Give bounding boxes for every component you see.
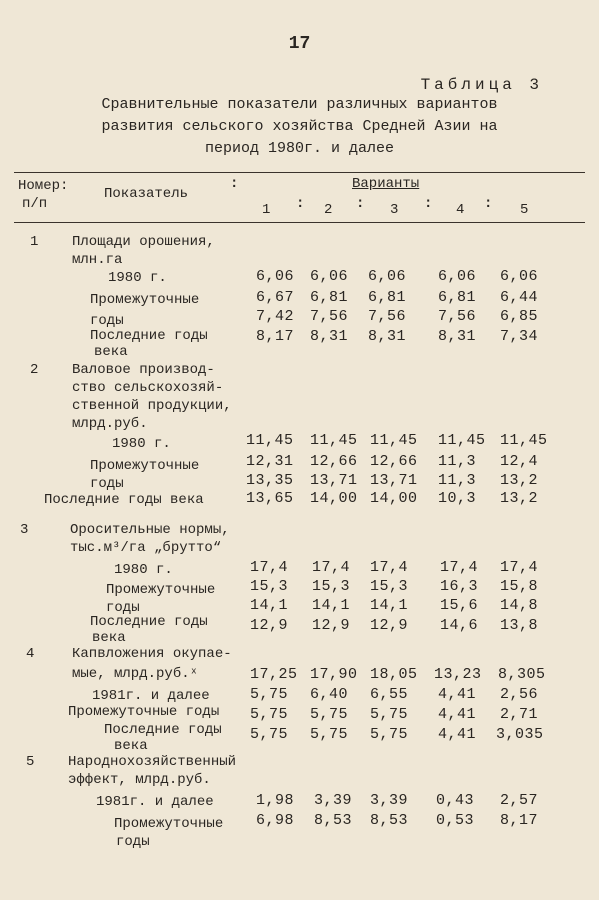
value-v1: 5,75 [250,706,289,723]
header-variant-separator: : [484,196,493,212]
page-number: 17 [288,34,311,54]
value-v5: 8,17 [500,812,539,829]
header-top-rule [14,172,585,173]
value-v2: 12,66 [310,453,358,470]
value-v4: 0,53 [436,812,475,829]
value-v5: 3,035 [496,726,544,743]
row-label: годы [90,313,124,329]
row-label: века [114,738,148,754]
value-v5: 6,85 [500,308,539,325]
value-v4: 8,31 [438,328,477,345]
value-v4: 14,6 [440,617,479,634]
value-v1: 13,35 [246,472,294,489]
value-v2: 14,00 [310,490,358,507]
value-v5: 2,56 [500,686,539,703]
value-v2: 12,9 [312,617,351,634]
value-v1: 17,25 [250,666,298,683]
value-v3: 6,81 [368,289,407,306]
value-v3: 12,66 [370,453,418,470]
value-v5: 7,34 [500,328,539,345]
row-label: 1980 г. [114,562,173,578]
header-variant-4: 4 [456,202,465,218]
section-title: мые, млрд.руб.ˣ [72,666,199,682]
row-label: Промежуточные [106,582,216,598]
value-v5: 2,71 [500,706,539,723]
header-variant-separator: : [296,196,305,212]
header-variant-3: 3 [390,202,399,218]
value-v4: 10,3 [438,490,477,507]
value-v1: 5,75 [250,726,289,743]
table-title-line-2: развития сельского хозяйства Средней Азии на [101,118,498,135]
row-label: 1980 г. [112,436,171,452]
table-title-line-3: период 1980г. и далее [204,140,395,157]
value-v5: 13,8 [500,617,539,634]
table-title-line-1: Сравнительные показатели различных вариантов [101,96,498,113]
section-number: 4 [26,646,35,662]
row-label: Последние годы [104,722,222,738]
header-variants: Варианты [352,176,420,192]
value-v4: 17,4 [440,559,479,576]
value-v1: 14,1 [250,597,289,614]
value-v4: 15,6 [440,597,479,614]
value-v4: 4,41 [438,686,477,703]
section-title: млн.га [72,252,123,268]
row-label: 1981г. и далее [96,794,214,810]
section-number: 2 [30,362,39,378]
section-number: 5 [26,754,35,770]
row-label: годы [90,476,124,492]
value-v4: 7,56 [438,308,477,325]
value-v3: 8,53 [370,812,409,829]
header-variant-separator: : [356,196,365,212]
value-v3: 5,75 [370,726,409,743]
row-label: годы [106,600,140,616]
value-v4: 13,23 [434,666,482,683]
header-separator: : [230,176,239,192]
value-v1: 15,3 [250,578,289,595]
value-v2: 3,39 [314,792,353,809]
row-label: 1981г. и далее [92,688,210,704]
value-v3: 6,55 [370,686,409,703]
value-v2: 13,71 [310,472,358,489]
value-v1: 13,65 [246,490,294,507]
row-label: 1980 г. [108,270,167,286]
value-v2: 14,1 [312,597,351,614]
value-v1: 5,75 [250,686,289,703]
section-number: 1 [30,234,39,250]
row-label: века [92,630,126,646]
header-variant-1: 1 [262,202,271,218]
value-v2: 6,06 [310,268,349,285]
value-v1: 6,06 [256,268,295,285]
row-label: Промежуточные [114,816,224,832]
value-v5: 13,2 [500,490,539,507]
value-v4: 11,3 [438,472,477,489]
section-title: Капвложения окупае- [72,646,232,662]
value-v3: 8,31 [368,328,407,345]
row-label: Промежуточные годы [68,704,220,720]
value-v3: 18,05 [370,666,418,683]
value-v3: 6,06 [368,268,407,285]
value-v1: 6,67 [256,289,295,306]
value-v4: 6,81 [438,289,477,306]
value-v3: 14,00 [370,490,418,507]
value-v2: 5,75 [310,706,349,723]
row-label: Промежуточные [90,458,200,474]
value-v2: 6,81 [310,289,349,306]
row-label: годы [116,834,150,850]
row-label: Последние годы [90,614,208,630]
header-bottom-rule [14,222,585,223]
section-title: ственной продукции, [72,398,232,414]
section-title: Народнохозяйственный [68,754,237,770]
value-v2: 8,31 [310,328,349,345]
value-v3: 7,56 [368,308,407,325]
value-v5: 6,06 [500,268,539,285]
value-v3: 14,1 [370,597,409,614]
value-v1: 6,98 [256,812,295,829]
value-v4: 16,3 [440,578,479,595]
row-label: Последние годы [90,328,208,344]
value-v4: 11,3 [438,453,477,470]
row-label: века [94,344,128,360]
value-v1: 1,98 [256,792,295,809]
value-v2: 15,3 [312,578,351,595]
value-v3: 3,39 [370,792,409,809]
value-v2: 5,75 [310,726,349,743]
section-title: ство сельскохозяй- [72,380,224,396]
value-v5: 17,4 [500,559,539,576]
section-title: Валовое производ- [72,362,215,378]
row-label: Последние годы века [44,492,204,508]
section-title: Оросительные нормы, [70,522,230,538]
header-variant-separator: : [424,196,433,212]
section-title: эффект, млрд.руб. [68,772,211,788]
value-v5: 2,57 [500,792,539,809]
value-v5: 8,305 [498,666,546,683]
value-v1: 12,9 [250,617,289,634]
value-v5: 14,8 [500,597,539,614]
table-label: Таблица 3 [420,76,543,94]
value-v1: 8,17 [256,328,295,345]
value-v5: 13,2 [500,472,539,489]
value-v3: 12,9 [370,617,409,634]
header-variant-2: 2 [324,202,333,218]
value-v3: 17,4 [370,559,409,576]
section-title: Площади орошения, [72,234,215,250]
value-v2: 17,90 [310,666,358,683]
section-title: тыс.м³/га „брутто“ [70,540,222,556]
value-v3: 5,75 [370,706,409,723]
value-v1: 7,42 [256,308,295,325]
value-v3: 11,45 [370,432,418,449]
header-variant-5: 5 [520,202,529,218]
value-v4: 4,41 [438,706,477,723]
value-v5: 11,45 [500,432,548,449]
value-v5: 12,4 [500,453,539,470]
value-v5: 15,8 [500,578,539,595]
value-v2: 6,40 [310,686,349,703]
value-v4: 0,43 [436,792,475,809]
value-v3: 15,3 [370,578,409,595]
header-indicator: Показатель [104,186,189,202]
value-v5: 6,44 [500,289,539,306]
value-v4: 11,45 [438,432,486,449]
value-v2: 11,45 [310,432,358,449]
value-v1: 11,45 [246,432,294,449]
value-v4: 4,41 [438,726,477,743]
value-v1: 17,4 [250,559,289,576]
header-number-sub: п/п [22,196,48,212]
value-v2: 8,53 [314,812,353,829]
section-title: млрд.руб. [72,416,148,432]
section-number: 3 [20,522,29,538]
value-v2: 7,56 [310,308,349,325]
value-v1: 12,31 [246,453,294,470]
value-v3: 13,71 [370,472,418,489]
value-v4: 6,06 [438,268,477,285]
header-number: Номер: [18,178,69,194]
row-label: Промежуточные [90,292,200,308]
value-v2: 17,4 [312,559,351,576]
